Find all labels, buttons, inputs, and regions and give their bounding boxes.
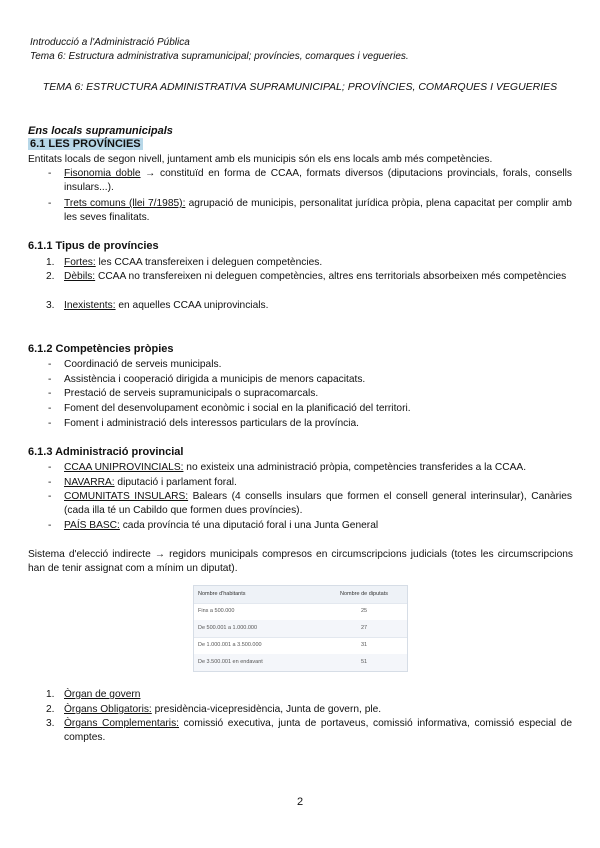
bullet-dash: - — [48, 418, 52, 429]
table-cell: 27 — [360, 625, 368, 631]
item-label: CCAA UNIPROVINCIALS: — [64, 462, 184, 473]
table-cell: 25 — [360, 608, 368, 614]
item-label: NAVARRA: — [64, 477, 115, 488]
bullet-dash: - — [48, 168, 52, 179]
list-number: 3. — [46, 718, 55, 729]
section-6-1-2-heading: 6.1.2 Competències pròpies — [28, 343, 174, 355]
list-item — [64, 688, 572, 702]
bullet-dash: - — [48, 520, 52, 531]
item-text: Balears (4 consells insulars que formen el consell general interinsular), Canàries (cada illa té un Cabildo que formen dues províncies). — [64, 491, 572, 516]
item-label: PAÍS BASC: — [64, 520, 120, 531]
item-label: Dèbils: — [64, 271, 96, 282]
bullet-dash: - — [48, 388, 52, 399]
section-ens-locals: Ens locals supramunicipals — [28, 125, 173, 137]
table-cell: Fins a 500.000 — [198, 608, 235, 614]
table-cell: De 1.000.001 a 3.500.000 — [198, 642, 262, 648]
item-text: en aquelles CCAA uniprovincials. — [115, 300, 269, 311]
bullet-dash: - — [48, 359, 52, 370]
page-title: TEMA 6: ESTRUCTURA ADMINISTRATIVA SUPRAMUNICIPAL; PROVÍNCIES, COMARQUES I VEGUERIES — [42, 81, 558, 93]
list-item — [64, 519, 572, 533]
item-text: comissió executiva, junta de portaveus, comissió informativa, comissió especial de comptes. — [64, 718, 572, 743]
item-label: Fortes: — [64, 257, 96, 268]
list-number: 2. — [46, 271, 55, 282]
bullet-dash: - — [48, 462, 52, 473]
item-text: presidència-vicepresidència, Junta de govern, ple. — [151, 704, 382, 715]
list-item — [64, 476, 572, 490]
list-item — [64, 490, 572, 518]
list-item — [64, 197, 572, 225]
list-number: 2. — [46, 704, 55, 715]
diputats-table — [193, 585, 408, 672]
item-label: COMUNITATS INSULARS: — [64, 491, 189, 502]
page-number: 2 — [296, 796, 304, 808]
bullet-dash: - — [48, 374, 52, 385]
table-row — [194, 637, 407, 655]
bullet-dash: - — [48, 477, 52, 488]
bullet-dash: - — [48, 491, 52, 502]
table-row — [194, 654, 407, 671]
header-line-1: Introducció a l'Administració Pública — [30, 37, 190, 48]
table-cell: De 500.001 a 1.000.000 — [198, 625, 258, 631]
list-item: Prestació de serveis supramunicipals o supracomarcals. — [64, 388, 319, 399]
list-item: Foment del desenvolupament econòmic i social en la planificació del territori. — [64, 403, 411, 414]
list-item — [64, 299, 572, 313]
table-header-cell: Nombre de diputats — [340, 591, 388, 597]
sistema-eleccio-paragraph: Sistema d'elecció indirecte → regidors municipals compresos en circumscripcions judicials (totes les circumscripcions han de tenir assignat com a mínim un diputat). — [28, 549, 573, 574]
item-label: Trets comuns (llei 7/1985): — [64, 198, 186, 209]
section-6-1-3-heading: 6.1.3 Administració provincial — [28, 446, 184, 458]
list-item — [64, 167, 572, 195]
list-item — [64, 703, 572, 717]
list-item: Foment i administració dels interessos particulars de la província. — [64, 418, 359, 429]
bullet-dash: - — [48, 403, 52, 414]
item-label: Inexistents: — [64, 300, 116, 311]
list-number: 1. — [46, 257, 55, 268]
item-label: Fisonomia doble — [64, 168, 141, 179]
item-text: agrupació de municipis, personalitat jurídica pròpia, plena capacitat per complir amb les seves finalitats. — [64, 198, 572, 223]
item-text: cada província té una diputació foral i una Junta General — [119, 520, 379, 531]
table-row — [194, 620, 407, 638]
list-item — [64, 717, 572, 745]
item-text: les CCAA transfereixen i deleguen competències. — [95, 257, 323, 268]
item-label: Òrgans Complementaris: — [64, 718, 179, 729]
bullet-dash: - — [48, 198, 52, 209]
table-row — [194, 603, 407, 621]
section-6-1-intro: Entitats locals de segon nivell, juntament amb els municipis són els ens locals amb més competències. — [28, 154, 493, 165]
list-item: Coordinació de serveis municipals. — [64, 359, 222, 370]
item-label: Òrgan de govern — [64, 689, 141, 700]
table-cell: De 3.500.001 en endavant — [198, 659, 263, 665]
section-6-1-1-heading: 6.1.1 Tipus de províncies — [28, 240, 159, 252]
section-6-1-heading: 6.1 LES PROVÍNCIES — [30, 138, 141, 150]
item-text: diputació i parlament foral. — [114, 477, 237, 488]
list-item — [64, 270, 572, 284]
header-line-2: Tema 6: Estructura administrativa supramunicipal; províncies, comarques i vegueries. — [30, 51, 409, 62]
table-header-row — [194, 586, 407, 604]
list-item — [64, 256, 572, 270]
item-text: no existeix una administració pròpia, competències transferides a la CCAA. — [183, 462, 527, 473]
list-item — [64, 461, 572, 475]
list-item: Assistència i cooperació dirigida a municipis de menors capacitats. — [64, 374, 366, 385]
table-header-cell: Nombre d'habitants — [198, 591, 246, 597]
item-text: CCAA no transfereixen ni deleguen competències, altres ens territorials absorbeixen més competències — [95, 271, 567, 282]
item-label: Òrgans Obligatoris: — [64, 704, 152, 715]
list-number: 1. — [46, 689, 55, 700]
table-cell: 31 — [360, 642, 368, 648]
table-cell: 51 — [360, 659, 368, 665]
list-number: 3. — [46, 300, 55, 311]
item-text: → constituïd en forma de CCAA, formats diversos (diputacions provincials, forals, consells insulars...). — [64, 168, 572, 193]
